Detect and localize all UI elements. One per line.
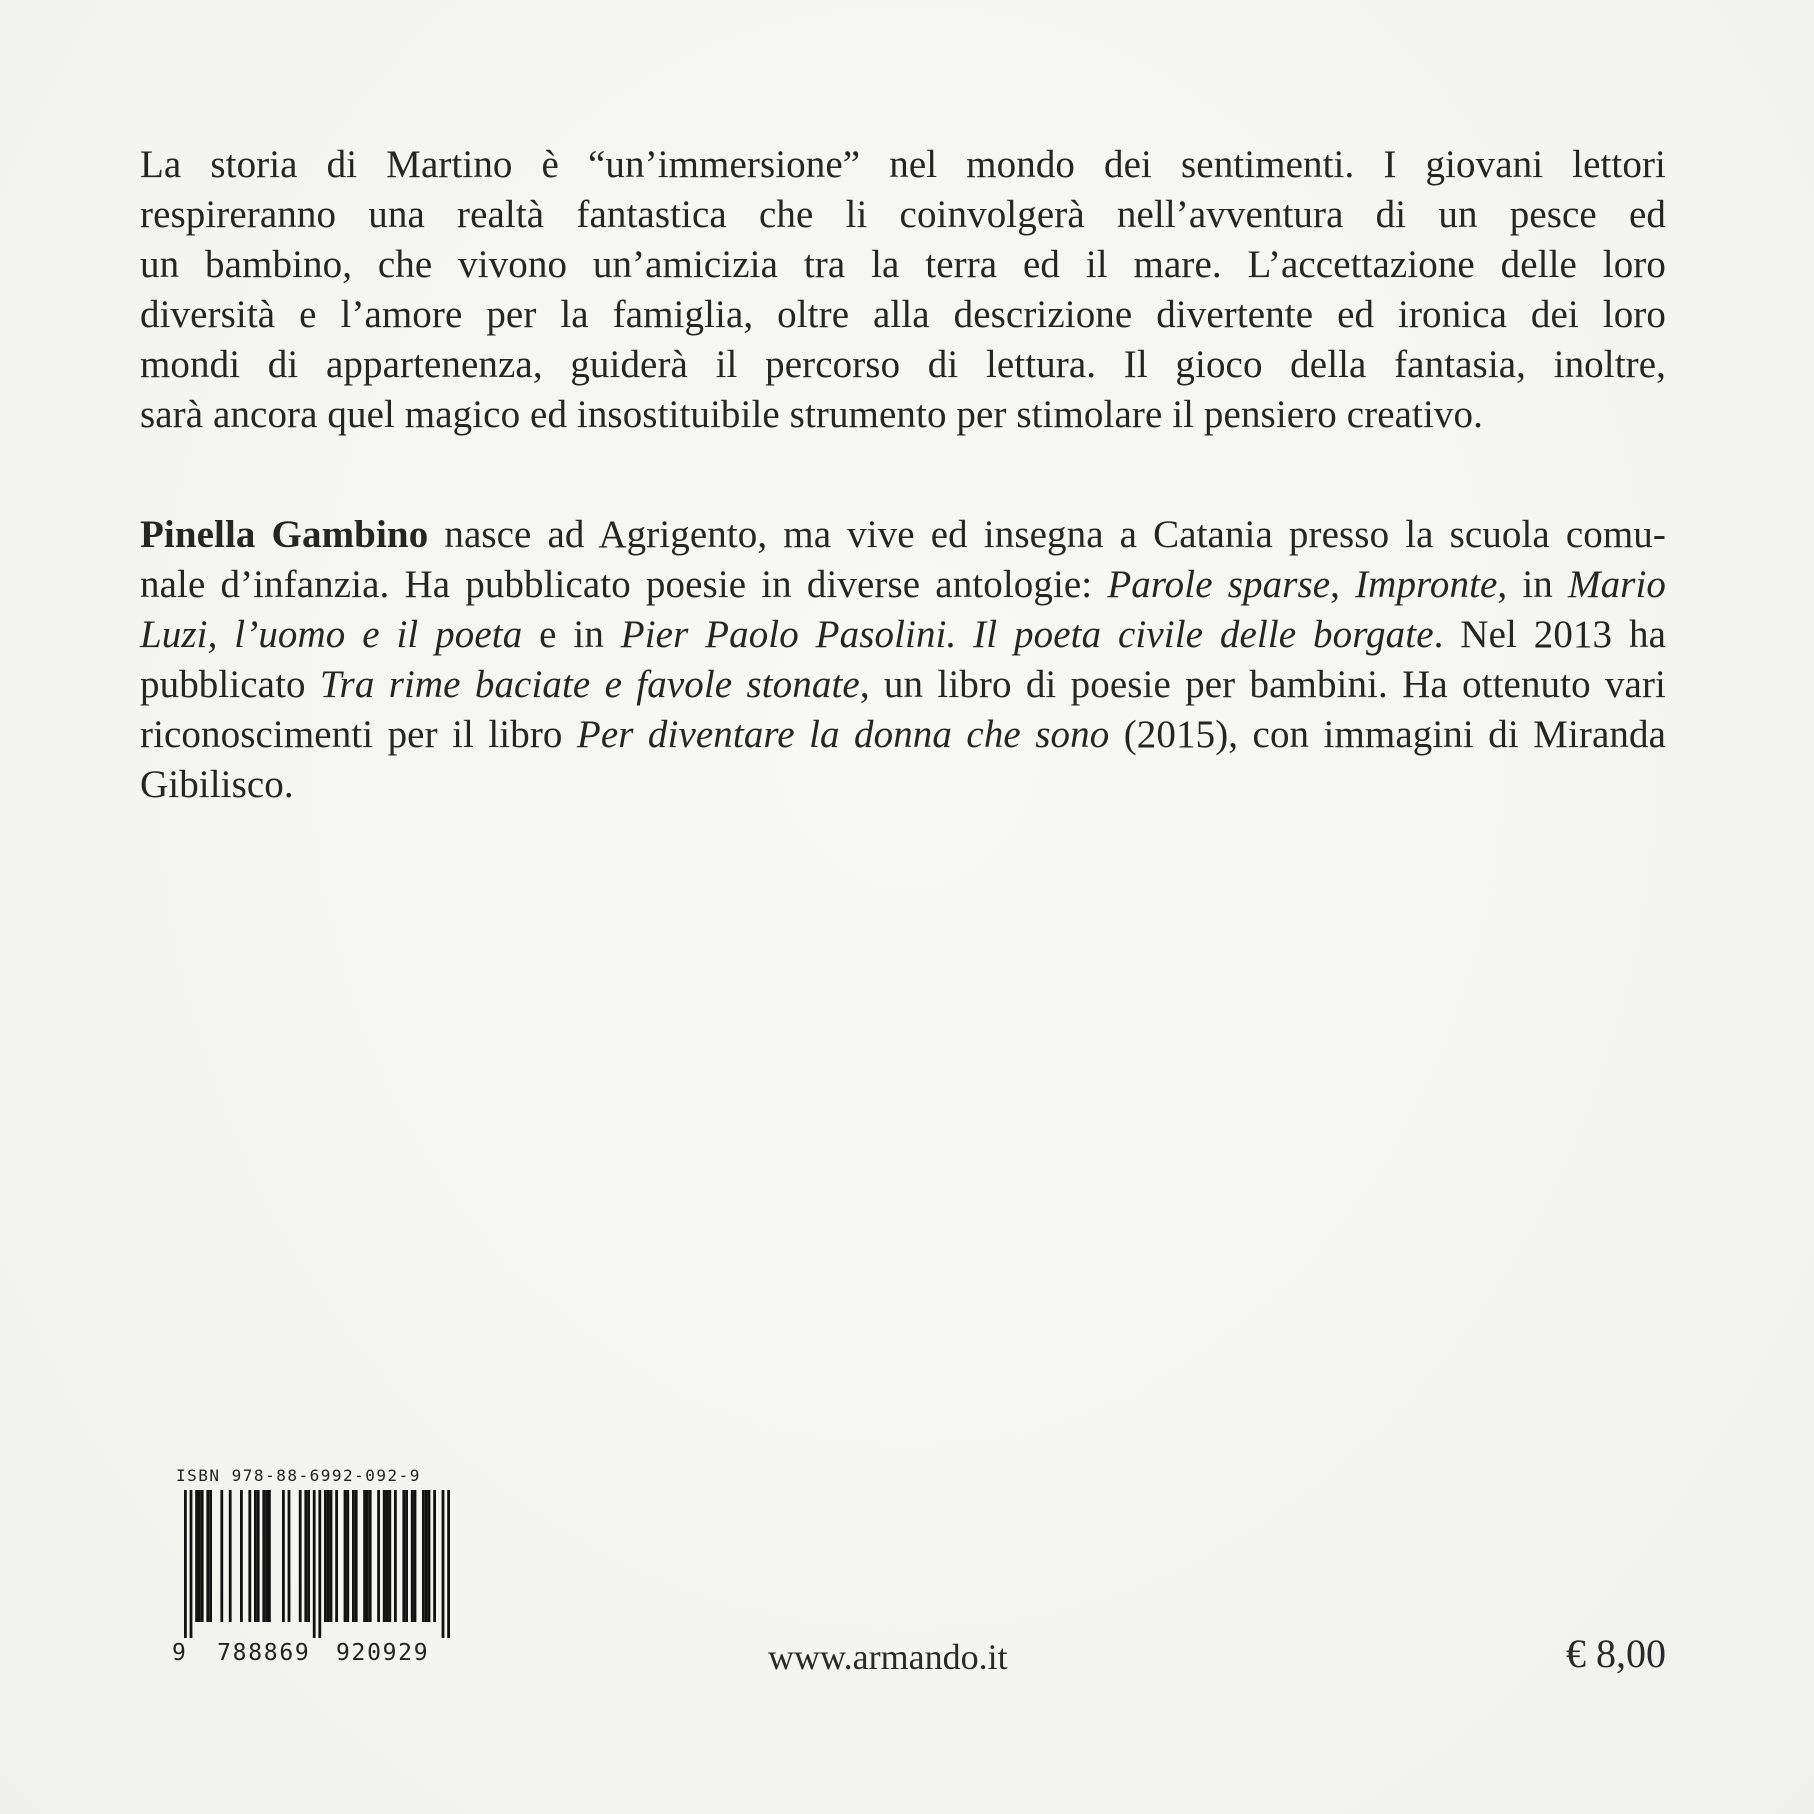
barcode-bar bbox=[386, 1490, 389, 1622]
bio-text: pubblicato bbox=[140, 663, 320, 706]
barcode-bar bbox=[195, 1490, 198, 1622]
barcode-guard-bar bbox=[442, 1490, 445, 1638]
barcode-right-group: 920929 bbox=[335, 1640, 430, 1666]
bio-text: (2015), con immagini di Miranda bbox=[1109, 713, 1667, 756]
isbn-barcode bbox=[172, 1466, 456, 1666]
barcode-bar bbox=[307, 1490, 310, 1622]
bio-line bbox=[140, 560, 1666, 610]
barcode-bar bbox=[363, 1490, 366, 1622]
price-label: € 8,00 bbox=[1566, 1631, 1666, 1676]
barcode-bar bbox=[248, 1490, 251, 1622]
barcode-bars bbox=[172, 1490, 456, 1638]
barcode-bar bbox=[229, 1490, 232, 1622]
barcode-bar bbox=[324, 1490, 327, 1622]
barcode-bar bbox=[344, 1490, 347, 1622]
blurb-line: diversità e l’amore per la famiglia, oltre alla descrizione divertente ed ironica dei loro bbox=[140, 293, 1666, 336]
bio-text: , un libro di poesie per bambini. Ha ottenuto vari bbox=[859, 663, 1666, 706]
barcode-bar bbox=[265, 1490, 268, 1622]
barcode-bar bbox=[383, 1490, 386, 1622]
anthology-title: Impronte bbox=[1355, 563, 1498, 606]
anthology-title: Luzi, l’uomo e il poeta bbox=[140, 613, 523, 656]
bio-line bbox=[140, 510, 1666, 560]
barcode-bar bbox=[282, 1490, 285, 1622]
bio-line bbox=[140, 660, 1666, 710]
barcode-bar bbox=[262, 1490, 265, 1622]
barcode-guard-bar bbox=[190, 1490, 193, 1638]
book-title: Tra rime baciate e favole stonate bbox=[319, 663, 860, 706]
barcode-bar bbox=[394, 1490, 397, 1622]
barcode-bar bbox=[209, 1490, 212, 1622]
barcode-bar bbox=[240, 1490, 243, 1622]
barcode-bar bbox=[257, 1490, 260, 1622]
blurb-line: mondi di appartenenza, guiderà il percorso di lettura. Il gioco della fantasia, inoltre, bbox=[140, 343, 1666, 386]
barcode-left-group: 788869 bbox=[217, 1640, 311, 1666]
barcode-bar bbox=[352, 1490, 355, 1622]
barcode-bar bbox=[414, 1490, 417, 1622]
bio-text: nale d’infanzia. Ha pubblicato poesie in diverse antologie: bbox=[140, 563, 1108, 606]
barcode-bar bbox=[366, 1490, 369, 1622]
barcode-guard-bar bbox=[184, 1490, 187, 1638]
bio-line bbox=[140, 710, 1666, 760]
barcode-bar bbox=[335, 1490, 338, 1622]
barcode-digits bbox=[172, 1640, 429, 1666]
blurb-line: sarà ancora quel magico ed insostituibile strumento per stimolare il pensiero creativo. bbox=[140, 393, 1483, 436]
barcode-bar bbox=[377, 1490, 380, 1622]
bio-text: e in bbox=[522, 613, 621, 656]
barcode-bar bbox=[411, 1490, 414, 1622]
barcode-bar bbox=[327, 1490, 330, 1622]
bio-text: nasce ad Agrigento, ma vive ed insegna a Catania presso la scuola comu- bbox=[428, 513, 1666, 556]
barcode-bar bbox=[330, 1490, 333, 1622]
barcode-bar bbox=[304, 1490, 307, 1622]
barcode-bar bbox=[402, 1490, 405, 1622]
barcode-guard-bar bbox=[313, 1490, 316, 1638]
barcode-bar bbox=[198, 1490, 201, 1622]
bio-text: , in bbox=[1497, 563, 1568, 606]
blurb-line: un bambino, che vivono un’amicizia tra la terra ed il mare. L’accettazione delle loro bbox=[140, 243, 1666, 286]
barcode-guard-bar bbox=[318, 1490, 321, 1638]
anthology-title: Parole sparse bbox=[1107, 563, 1331, 606]
barcode-bar bbox=[220, 1490, 223, 1622]
barcode-bar bbox=[288, 1490, 291, 1622]
barcode-bar bbox=[201, 1490, 204, 1622]
barcode-bar bbox=[369, 1490, 372, 1622]
book-title: Per diventare la donna che sono bbox=[576, 713, 1110, 756]
barcode-bar bbox=[433, 1490, 436, 1622]
author-bio-paragraph bbox=[140, 510, 1666, 810]
barcode-bar bbox=[346, 1490, 349, 1622]
blurb-line: La storia di Martino è “un’immersione” nel mondo dei sentimenti. I giovani lettori bbox=[140, 143, 1666, 186]
blurb-line: respireranno una realtà fantastica che li coinvolgerà nell’avventura di un pesce ed bbox=[140, 193, 1666, 236]
barcode-bar bbox=[254, 1490, 257, 1622]
barcode-bar bbox=[425, 1490, 428, 1622]
publisher-website: www.armando.it bbox=[768, 1637, 1008, 1677]
barcode-first-digit: 9 bbox=[172, 1640, 188, 1666]
bio-text: . Nel 2013 ha bbox=[1433, 613, 1666, 656]
author-name: Pinella Gambino bbox=[140, 513, 429, 556]
anthology-title: Mario bbox=[1567, 563, 1666, 606]
anthology-title: Pier Paolo Pasolini. Il poeta civile delle borgate bbox=[620, 613, 1434, 656]
barcode-bar bbox=[422, 1490, 425, 1622]
barcode-bar bbox=[428, 1490, 431, 1622]
isbn-label: ISBN 978-88-6992-092-9 bbox=[176, 1466, 421, 1485]
barcode-guard-bar bbox=[447, 1490, 450, 1638]
blurb-paragraph bbox=[140, 140, 1666, 440]
barcode-bar bbox=[388, 1490, 391, 1622]
barcode-bar bbox=[405, 1490, 408, 1622]
bio-text: riconoscimenti per il libro bbox=[140, 713, 577, 756]
barcode-bar bbox=[268, 1490, 271, 1622]
bio-line: Gibilisco. bbox=[140, 763, 294, 806]
bio-text: , bbox=[1330, 563, 1356, 606]
barcode-bar bbox=[355, 1490, 358, 1622]
bio-line bbox=[140, 610, 1666, 660]
barcode-bar bbox=[299, 1490, 302, 1622]
barcode-bar bbox=[206, 1490, 209, 1622]
